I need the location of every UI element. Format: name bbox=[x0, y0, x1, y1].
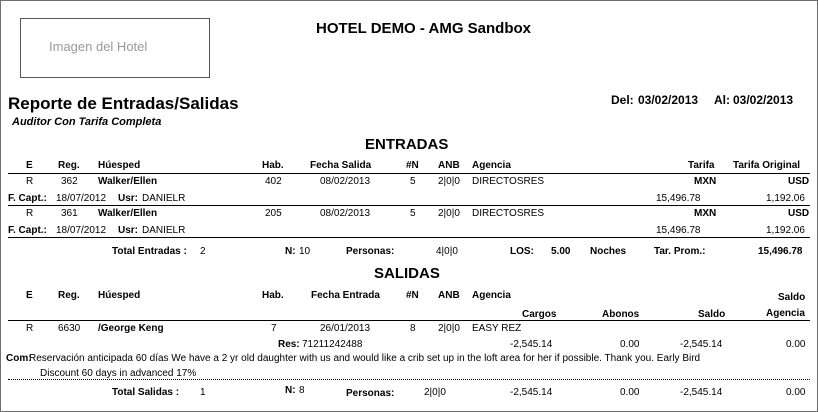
date-from: 03/02/2013 bbox=[638, 93, 699, 107]
total-abonos: 0.00 bbox=[620, 387, 640, 398]
col-agencia: Agencia bbox=[472, 290, 511, 301]
cell-comment-line2: Discount 60 days in advanced 17% bbox=[40, 368, 197, 379]
cell-fecha: 08/02/2013 bbox=[320, 176, 371, 187]
total-personas: 4|0|0 bbox=[436, 246, 458, 257]
cell-n: 5 bbox=[410, 208, 416, 219]
date-from-label: Del: bbox=[611, 93, 634, 107]
cell-tarifa: 15,496.78 bbox=[656, 193, 701, 204]
cell-saldo: -2,545.14 bbox=[680, 339, 723, 350]
hotel-image-placeholder bbox=[20, 18, 210, 78]
cell-fecha: 08/02/2013 bbox=[320, 208, 371, 219]
cell-reg: 362 bbox=[61, 176, 78, 187]
col-huesped: Húesped bbox=[98, 160, 141, 171]
row-divider bbox=[8, 379, 810, 380]
salidas-title: SALIDAS bbox=[374, 265, 440, 282]
cell-saldo-agencia: 0.00 bbox=[786, 339, 806, 350]
capt-label: F. Capt.: bbox=[8, 225, 47, 236]
cell-e: R bbox=[26, 176, 34, 187]
cell-hab: 205 bbox=[265, 208, 282, 219]
cell-agencia: EASY REZ bbox=[472, 323, 522, 334]
total-entradas-label: Total Entradas : bbox=[112, 246, 187, 257]
col-n: #N bbox=[406, 290, 419, 301]
col-tarifa-original: Tarifa Original bbox=[733, 160, 801, 171]
cell-capt: 18/07/2012 bbox=[56, 193, 107, 204]
cell-n: 8 bbox=[410, 323, 416, 334]
cell-huesped: Walker/Ellen bbox=[98, 208, 158, 219]
col-n: #N bbox=[406, 160, 419, 171]
total-salidas-label: Total Salidas : bbox=[112, 387, 180, 398]
col-huesped: Húesped bbox=[98, 290, 141, 301]
cell-anb: 2|0|0 bbox=[438, 323, 460, 334]
col-anb: ANB bbox=[438, 290, 460, 301]
los-value: 5.00 bbox=[551, 246, 571, 257]
total-n-label: N: bbox=[285, 246, 296, 257]
cell-reg: 361 bbox=[61, 208, 78, 219]
tar-prom-label: Tar. Prom.: bbox=[654, 246, 706, 257]
cell-reg: 6630 bbox=[58, 323, 81, 334]
col-fecha-entrada: Fecha Entrada bbox=[311, 290, 380, 301]
cell-n: 5 bbox=[410, 176, 416, 187]
cell-tarifa: 15,496.78 bbox=[656, 225, 701, 236]
col-reg: Reg. bbox=[58, 290, 80, 301]
cell-huesped: Walker/Ellen bbox=[98, 176, 158, 187]
cell-capt: 18/07/2012 bbox=[56, 225, 107, 236]
date-to: 03/02/2013 bbox=[733, 93, 794, 107]
col-saldo: Saldo bbox=[698, 309, 726, 320]
cell-usr: DANIELR bbox=[142, 225, 186, 236]
cell-fecha: 26/01/2013 bbox=[320, 323, 371, 334]
cell-tarifa-original: 1,192.06 bbox=[766, 193, 805, 204]
cell-moneda: MXN bbox=[694, 208, 717, 219]
total-saldo-agencia: 0.00 bbox=[786, 387, 806, 398]
col-fecha-salida: Fecha Salida bbox=[310, 160, 372, 171]
col-e: E bbox=[26, 160, 33, 171]
total-n: 10 bbox=[299, 246, 311, 257]
total-n: 8 bbox=[299, 385, 305, 396]
total-personas: 2|0|0 bbox=[424, 387, 446, 398]
cell-agencia: DIRECTOSRES bbox=[472, 208, 545, 219]
col-saldo-agencia-2: Agencia bbox=[766, 308, 805, 319]
cell-e: R bbox=[26, 323, 34, 334]
header-divider bbox=[8, 320, 810, 321]
cell-moneda-original: USD bbox=[788, 208, 810, 219]
col-reg: Reg. bbox=[58, 160, 80, 171]
cell-cargos: -2,545.14 bbox=[510, 339, 553, 350]
cell-abonos: 0.00 bbox=[620, 339, 640, 350]
entradas-title: ENTRADAS bbox=[365, 136, 449, 153]
cell-agencia: DIRECTOSRES bbox=[472, 176, 545, 187]
cell-tarifa-original: 1,192.06 bbox=[766, 225, 805, 236]
total-cargos: -2,545.14 bbox=[510, 387, 553, 398]
total-entradas-count: 2 bbox=[200, 246, 206, 257]
col-e: E bbox=[26, 290, 33, 301]
header-divider bbox=[8, 173, 810, 174]
hotel-title: HOTEL DEMO - AMG Sandbox bbox=[316, 20, 532, 37]
cell-hab: 402 bbox=[265, 176, 282, 187]
cell-huesped: /George Keng bbox=[98, 323, 164, 334]
total-salidas-count: 1 bbox=[200, 387, 206, 398]
total-personas-label: Personas: bbox=[346, 246, 395, 257]
cell-res: 71211242488 bbox=[302, 339, 363, 350]
cell-anb: 2|0|0 bbox=[438, 208, 460, 219]
res-label: Res: bbox=[278, 339, 300, 350]
hotel-image-label: Imagen del Hotel bbox=[49, 39, 148, 54]
usr-label: Usr: bbox=[118, 193, 139, 204]
row-divider bbox=[8, 237, 810, 238]
total-personas-label: Personas: bbox=[346, 388, 395, 399]
los-label: LOS: bbox=[510, 246, 534, 257]
col-saldo-agencia-1: Saldo bbox=[778, 292, 806, 303]
cell-moneda-original: USD bbox=[788, 176, 810, 187]
row-divider bbox=[8, 205, 810, 206]
col-hab: Hab. bbox=[262, 160, 284, 171]
total-n-label: N: bbox=[285, 385, 296, 396]
com-label: Com: bbox=[6, 353, 32, 364]
total-saldo: -2,545.14 bbox=[680, 387, 723, 398]
cell-moneda: MXN bbox=[694, 176, 717, 187]
cell-comment-line1: Reservación anticipada 60 días We have a 2 yr old daughter with us and would like a crib set up in the loft area for her if possible. Thank you. Early Bird bbox=[29, 353, 701, 364]
col-abonos: Abonos bbox=[602, 309, 640, 320]
tar-prom-value: 15,496.78 bbox=[758, 246, 803, 257]
noches-label: Noches bbox=[590, 246, 627, 257]
usr-label: Usr: bbox=[118, 225, 139, 236]
cell-hab: 7 bbox=[271, 323, 277, 334]
col-cargos: Cargos bbox=[522, 309, 557, 320]
report-title: Reporte de Entradas/Salidas bbox=[8, 94, 239, 113]
col-hab: Hab. bbox=[262, 290, 284, 301]
col-tarifa: Tarifa bbox=[688, 160, 715, 171]
report-subtitle: Auditor Con Tarifa Completa bbox=[12, 116, 162, 128]
cell-usr: DANIELR bbox=[142, 193, 186, 204]
col-agencia: Agencia bbox=[472, 160, 511, 171]
cell-anb: 2|0|0 bbox=[438, 176, 460, 187]
cell-e: R bbox=[26, 208, 34, 219]
col-anb: ANB bbox=[438, 160, 460, 171]
capt-label: F. Capt.: bbox=[8, 193, 47, 204]
date-to-label: Al: bbox=[714, 93, 730, 107]
